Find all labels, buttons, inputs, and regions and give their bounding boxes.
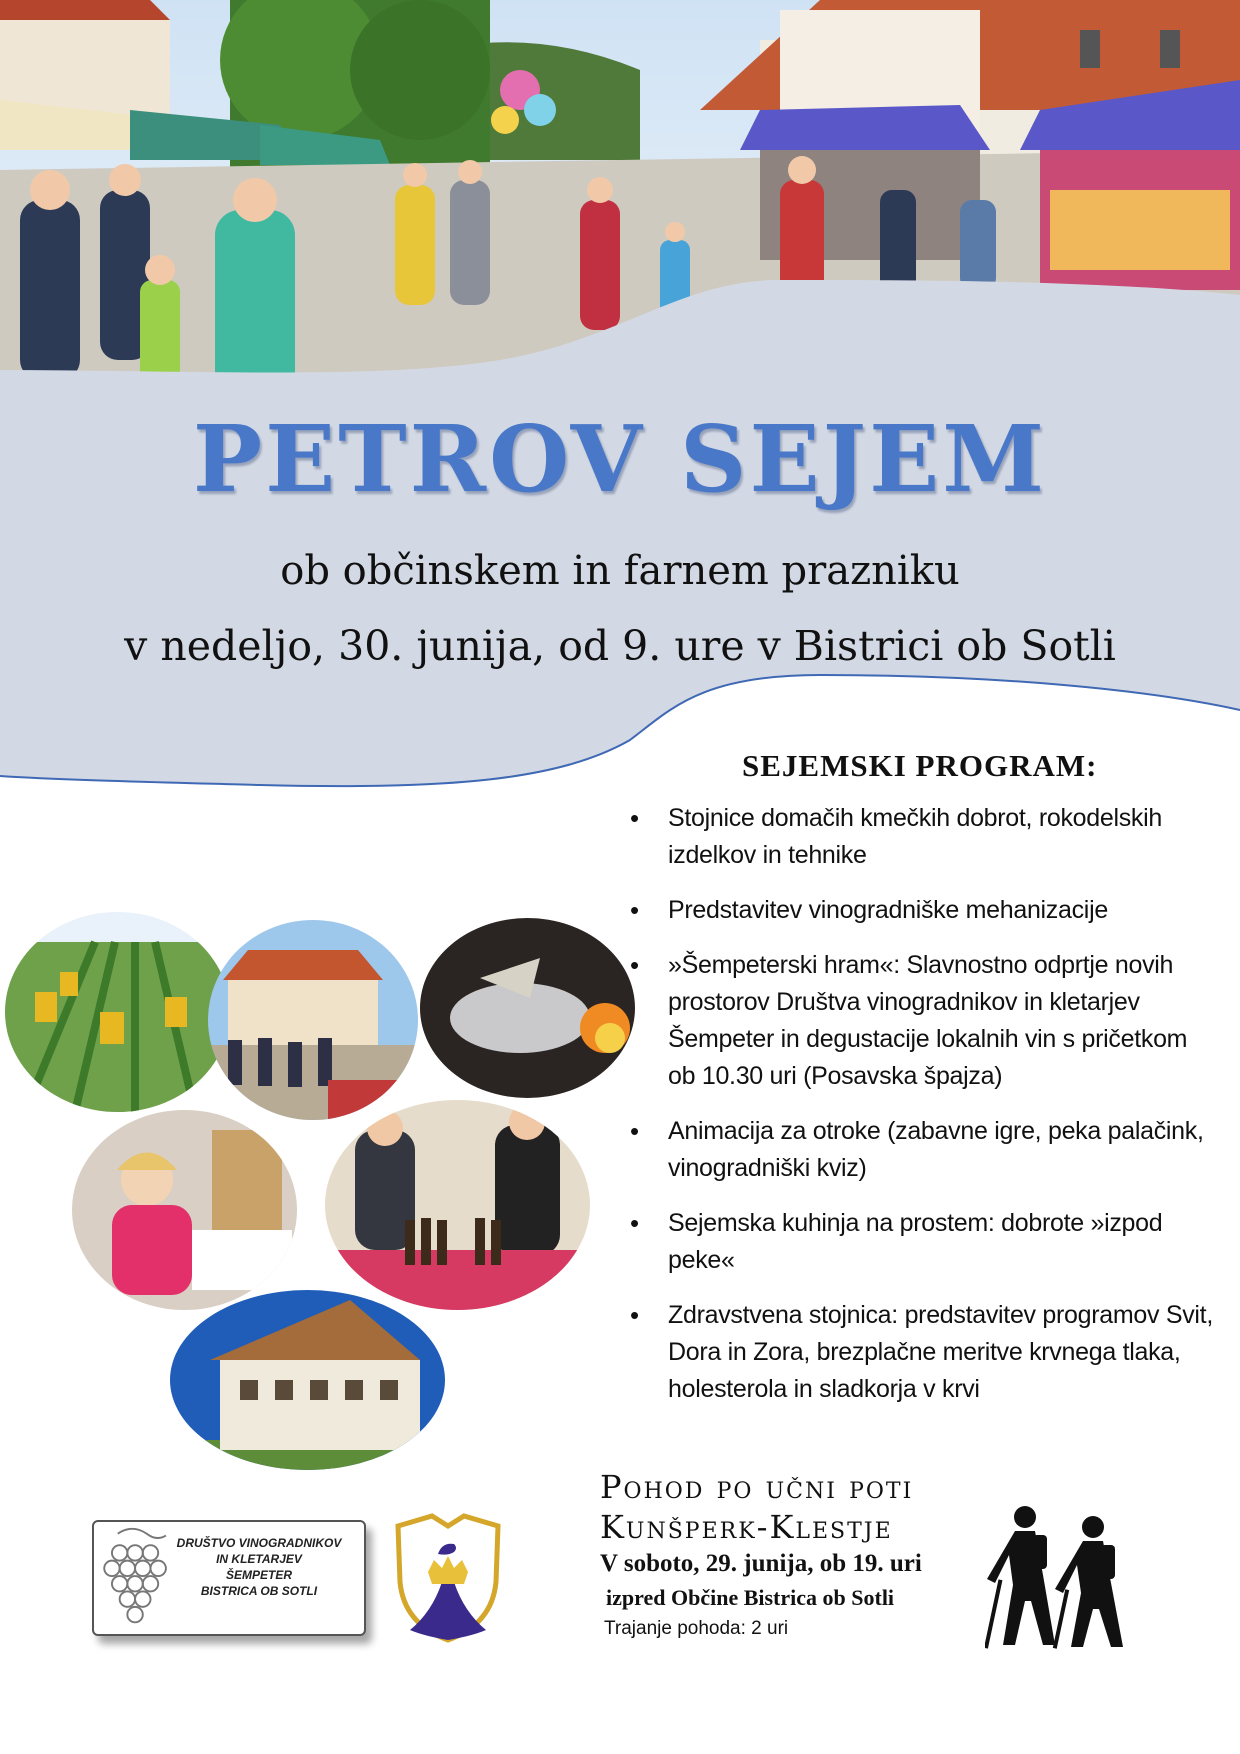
society-logo-line-1: DRUŠTVO VINOGRADNIKOV bbox=[176, 1536, 342, 1550]
list-item: • »Šempeterski hram«: Slavnostno odprtje novih prostorov Društva vinogradnikov in kletarjev Šempeter in degustacije lokalnih vin s pričetkom ob 10.30 uri (Posavska špajza) bbox=[620, 947, 1220, 1095]
banner-wave bbox=[0, 280, 1240, 800]
list-item: • Stojnice domačih kmečkih dobrot, rokodelskih izdelkov in tehnike bbox=[620, 800, 1220, 874]
society-logo-line-2: IN KLETARJEV bbox=[216, 1552, 302, 1566]
coat-of-arms-icon bbox=[392, 1512, 504, 1644]
program-list bbox=[620, 800, 1220, 1426]
society-logo bbox=[92, 1520, 366, 1636]
program-heading: SEJEMSKI PROGRAM: bbox=[742, 748, 1098, 783]
page-title: PETROV SEJEM bbox=[192, 405, 1048, 513]
hike-date: V soboto, 29. junija, ob 19. uri bbox=[600, 1550, 922, 1577]
subtitle-line-1: ob občinskem in farnem prazniku bbox=[280, 548, 960, 594]
list-item: • Predstavitev vinogradniške mehanizacije bbox=[620, 892, 1220, 929]
hike-title-line-2: Kunšperk-Klestje bbox=[600, 1508, 893, 1546]
vineyard-photo bbox=[5, 912, 230, 1112]
market-square-photo bbox=[208, 920, 418, 1120]
list-item: • Zdravstvena stojnica: predstavitev programov Svit, Dora in Zora, brezplačne meritve krvnega tlaka, holesterola in sladkorja v krvi bbox=[620, 1297, 1220, 1408]
old-house-photo bbox=[170, 1290, 445, 1470]
list-item: • Sejemska kuhinja na prostem: dobrote »izpod peke« bbox=[620, 1205, 1220, 1279]
list-item: • Animacija za otroke (zabavne igre, peka palačink, vinogradniški kviz) bbox=[620, 1113, 1220, 1187]
society-logo-line-3: ŠEMPETER bbox=[225, 1568, 292, 1582]
hike-duration: Trajanje pohoda: 2 uri bbox=[604, 1618, 789, 1639]
baking-photo bbox=[420, 918, 635, 1098]
society-logo-line-4: BISTRICA OB SOTLI bbox=[200, 1584, 318, 1598]
hike-location: izpred Občine Bistrica ob Sotli bbox=[606, 1585, 895, 1610]
hikers-icon bbox=[985, 1505, 1135, 1650]
hike-title-line-1: Pohod po učni poti bbox=[600, 1468, 914, 1506]
wine-tasting-photo bbox=[325, 1100, 590, 1310]
child-crafts-photo bbox=[72, 1110, 297, 1310]
subtitle-line-2: v nedeljo, 30. junija, od 9. ure v Bistrici ob Sotli bbox=[124, 622, 1116, 670]
